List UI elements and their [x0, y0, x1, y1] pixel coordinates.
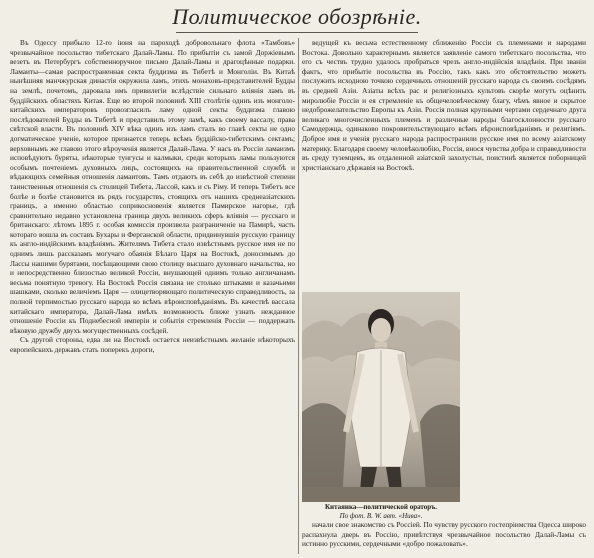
paragraph: Съ другой стороны, едва ли на Востокѣ остается неизвѣстнымъ желаніе нѣкоторыхъ европейскихъ державъ стать поперекъ дороги, — [10, 335, 295, 354]
photo — [302, 292, 460, 502]
paragraph: ведущей къ весьма естественному сближенію Россіи съ племенами и народами Востока. Довольно характернымъ является заявленіе самого тибетскаго посольства, что его съ чествъ трудно удалось пробраться чрезъ англо-индійскія владѣнія. При званіи фактъ, что прибытіе посольства въ Россію, такъ какъ это обстоятельство можетъ послужить исходною точкою сердечныхъ отношеній русскаго народа съ своимъ сосѣдямъ въ средней Азіи. Азіаты всѣхъ рас и религіозныхъ культовъ скорѣе могутъ оцѣнить миролюбіе Россіи и ея стремленіе къ общечеловѣческому благу, чѣмъ явное и скрытое недоброжелательство Европы къ Азіи. Россія полная крупными чертами сердечнаго друга великаго многочисленныхъ племенъ и различные народы благосклонности русскаго Самодержца, одинаково покровительствующаго всѣмъ вѣроисповѣданіямъ и религіямъ. Доброе имя и ученія русскаго народа распространили русское имя по всему азіатскому материку. Благодаря своему человѣколюбію, Россія, внося чувства добра и справедливости въ среду туземцевъ, въ отдаленной азіатской захолустьи, поистинѣ является поборницей христіанскаго дѣржавія на Востокѣ. — [302, 38, 586, 172]
caption-credit: По фот. В. W. авт. «Нива». — [339, 512, 423, 520]
paragraph: Въ Одессу прибыло 12-го іюня на пароходѣ добровольнаго флота «Тамбовъ» чрезвычайное посольство тибетскаго Далай-Ламы. По прибытіи съ замой Доржіевымъ везетъ въ Петербургъ собственноручное письмо Далай-Ламы и драгоцѣнные подарки. Ламаиты—самая распространенная секта буддизма въ Тибетѣ и Монголіи. Въ Китаѣ нынѣшняя манчжурская династія окружила ламъ, этихъ монаховъ-представителей Будды на землѣ, почетомъ, даровала имъ привилегіи вслѣдствіе сильнаго вліянія ламъ въ буддійскихъ областяхъ Китая. Еще во второй половинѣ XIII столѣтія одинъ изъ монголо-китайскихъ императоровъ провозгласилъ ламу одной секты буддизма главою послѣдователей Будды въ Тибетѣ и представилъ этому ламѣ, какъ своему вассалу, права свѣтской власти. Въ половинѣ XIV вѣка одинъ изъ ламъ сталъ во главѣ секты не одно догматическое ученіе, которое признается теперь всѣмъ буддійско-тибетскимъ сектамъ; верховнымъ же главою этого вѣроученія является Далай-Лама. У насъ въ Россіи ламаизмъ исповѣдуютъ буряты, нѣкоторые тунгусы и калмыки, среди которыхъ ламы пользуются особымъ почтеніемъ духовныхъ лицъ, состоящихъ на правительственной службѣ и вѣдающихъ семейныя отношенія ламаитовъ. Тамъ отдаютъ въ себѣ до извѣстной степени таинственныя отношенія съ столицей Тибета, Лассой, какъ и съ Ріму. И теперь Тибетъ все болѣе и болѣе становится въ рядъ государствъ, стоящихъ отъ нашихъ среднеазіатскихъ границъ, а именно областью соприкосновенія является Памирское нагорье, гдѣ сравнительно недавно установлена граница двухъ великихъ сферъ вліянія — русскаго и британскаго: лѣтомъ 1895 г. особая комиссія произвела разграниченіе на Памирѣ, часть котораго вошла въ составъ Бухары и Ферганской области, придвинувшія русскую границу къ англо-индійскимъ владѣніямъ. Жителямъ Тибета стало извѣстнымъ русское имя не по однимъ лишь рассказамъ могучаго обаянія Бѣлаго Царя на Востокѣ, доносимымъ до Лассы нашими бурятами, посѣщающими свою столицу высшаго духовнаго начальства, но и непосредственно близостью великой Россіи, внушающей однимъ только англичанамъ весьма понятную тревогу. На Востокѣ Россія связана не столько штыками и казачьими шашками, сколько величіемъ Царя — олицетворяющаго политическую справедливость, за полной терпимостью русскаго народа ко всѣмъ вѣроисповѣданіямъ. Въ качествѣ вассала китайскаго императора, Далай-Лама имѣлъ возможность ближе узнать нежданное отношеніе Россіи къ Поднебесной имперіи и событія стремленія Россіи — поддержать вѣковую дружбу двухъ могущественныхъ сосѣдей. — [10, 38, 295, 335]
paragraph: начали свое знакомство съ Россіей. По чувству русского гостепріимства Одесса широко распахнула дверь въ Россію, привѣтствуя чрезвычайное посольство Далай-Ламы съ истинно русскими, сердечными «добро пожаловать». — [302, 520, 586, 549]
column-divider — [298, 38, 299, 554]
portrait-photo-image — [302, 292, 460, 502]
title-rule — [176, 32, 418, 33]
page-title: Политическое обозрѣніе. — [172, 4, 422, 29]
photo-caption — [302, 503, 460, 521]
left-column — [10, 38, 295, 554]
right-column-top — [302, 38, 586, 292]
right-column-bottom — [302, 520, 586, 556]
caption-title: Китаянка—политической ораторъ. — [324, 503, 437, 511]
